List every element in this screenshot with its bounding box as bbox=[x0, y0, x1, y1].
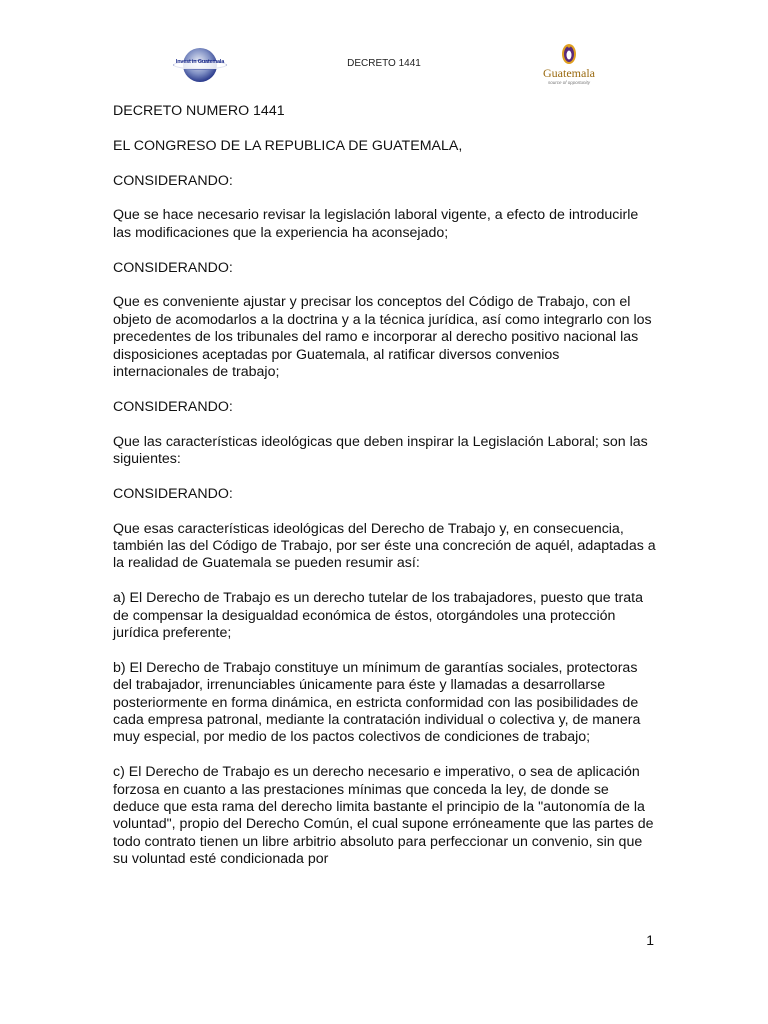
paragraph: Que esas características ideológicas del Derecho de Trabajo y, en consecuencia, también las del Código de Trabajo, por ser éste una concreción de aquél, adaptadas a la realidad de Guatemala se pueden resumir así: bbox=[113, 520, 656, 572]
considerando-heading: CONSIDERANDO: bbox=[113, 398, 233, 415]
list-item-c: c) El Derecho de Trabajo es un derecho necesario e imperativo, o sea de aplicación forzosa en cuanto a las prestaciones mínimas que conceda la ley, de donde se deduce que esta rama del derecho limita bastante el principio de la "autonomía de la voluntad", propio del Derecho Común, el cual supone erróneamente que las partes de todo contrato tienen un libre arbitrio absoluto para perfeccionar un convenio, sin que su voluntad esté condicionada por bbox=[113, 764, 654, 868]
paragraph: Que las características ideológicas que deben inspirar la Legislación Laboral; son las siguientes: bbox=[113, 433, 648, 468]
guatemala-mark-icon bbox=[536, 42, 602, 68]
logo-right-tagline: source of opportunity bbox=[547, 80, 591, 85]
decree-number: DECRETO NUMERO 1441 bbox=[113, 103, 285, 119]
page-number: 1 bbox=[646, 932, 654, 948]
paragraph: Que es conveniente ajustar y precisar los conceptos del Código de Trabajo, con el objeto de acomodarlos a la doctrina y a la técnica jurídica, así como integrarlo con los precedentes de los tribunales del ramo e incorporar al derecho positivo nacional las disposiciones aceptadas por Guatemala, al ratificar diversos convenios internacionales de trabajo; bbox=[113, 294, 652, 381]
guatemala-logo bbox=[536, 42, 606, 90]
issuing-body: EL CONGRESO DE LA REPUBLICA DE GUATEMALA, bbox=[113, 137, 463, 154]
list-item-a: a) El Derecho de Trabajo es un derecho tutelar de los trabajadores, puesto que trata de compensar la desigualdad económica de éstos, otorgándoles una protección jurídica preferente; bbox=[113, 590, 643, 642]
considerando-heading: CONSIDERANDO: bbox=[113, 259, 233, 276]
logo-right-name: Guatemala bbox=[543, 66, 595, 80]
considerando-heading: CONSIDERANDO: bbox=[113, 172, 233, 189]
considerando-heading: CONSIDERANDO: bbox=[113, 485, 233, 502]
logo-left-text: Invest in Guatemala bbox=[175, 59, 225, 65]
header-title: DECRETO 1441 bbox=[347, 58, 421, 69]
page-header bbox=[0, 36, 768, 96]
document-body bbox=[113, 103, 658, 886]
list-item-b: b) El Derecho de Trabajo constituye un mínimum de garantías sociales, protectoras del trabajador, irrenunciables únicamente para éste y llamadas a desarrollarse posteriormente en forma dinámica, en estricta conformidad con las posibilidades de cada empresa patronal, mediante la contratación individual o colectiva y, de manera muy especial, por medio de los pactos colectivos de condiciones de trabajo; bbox=[113, 659, 641, 746]
paragraph: Que se hace necesario revisar la legislación laboral vigente, a efecto de introducirle las modificaciones que la experiencia ha aconsejado; bbox=[113, 207, 639, 241]
